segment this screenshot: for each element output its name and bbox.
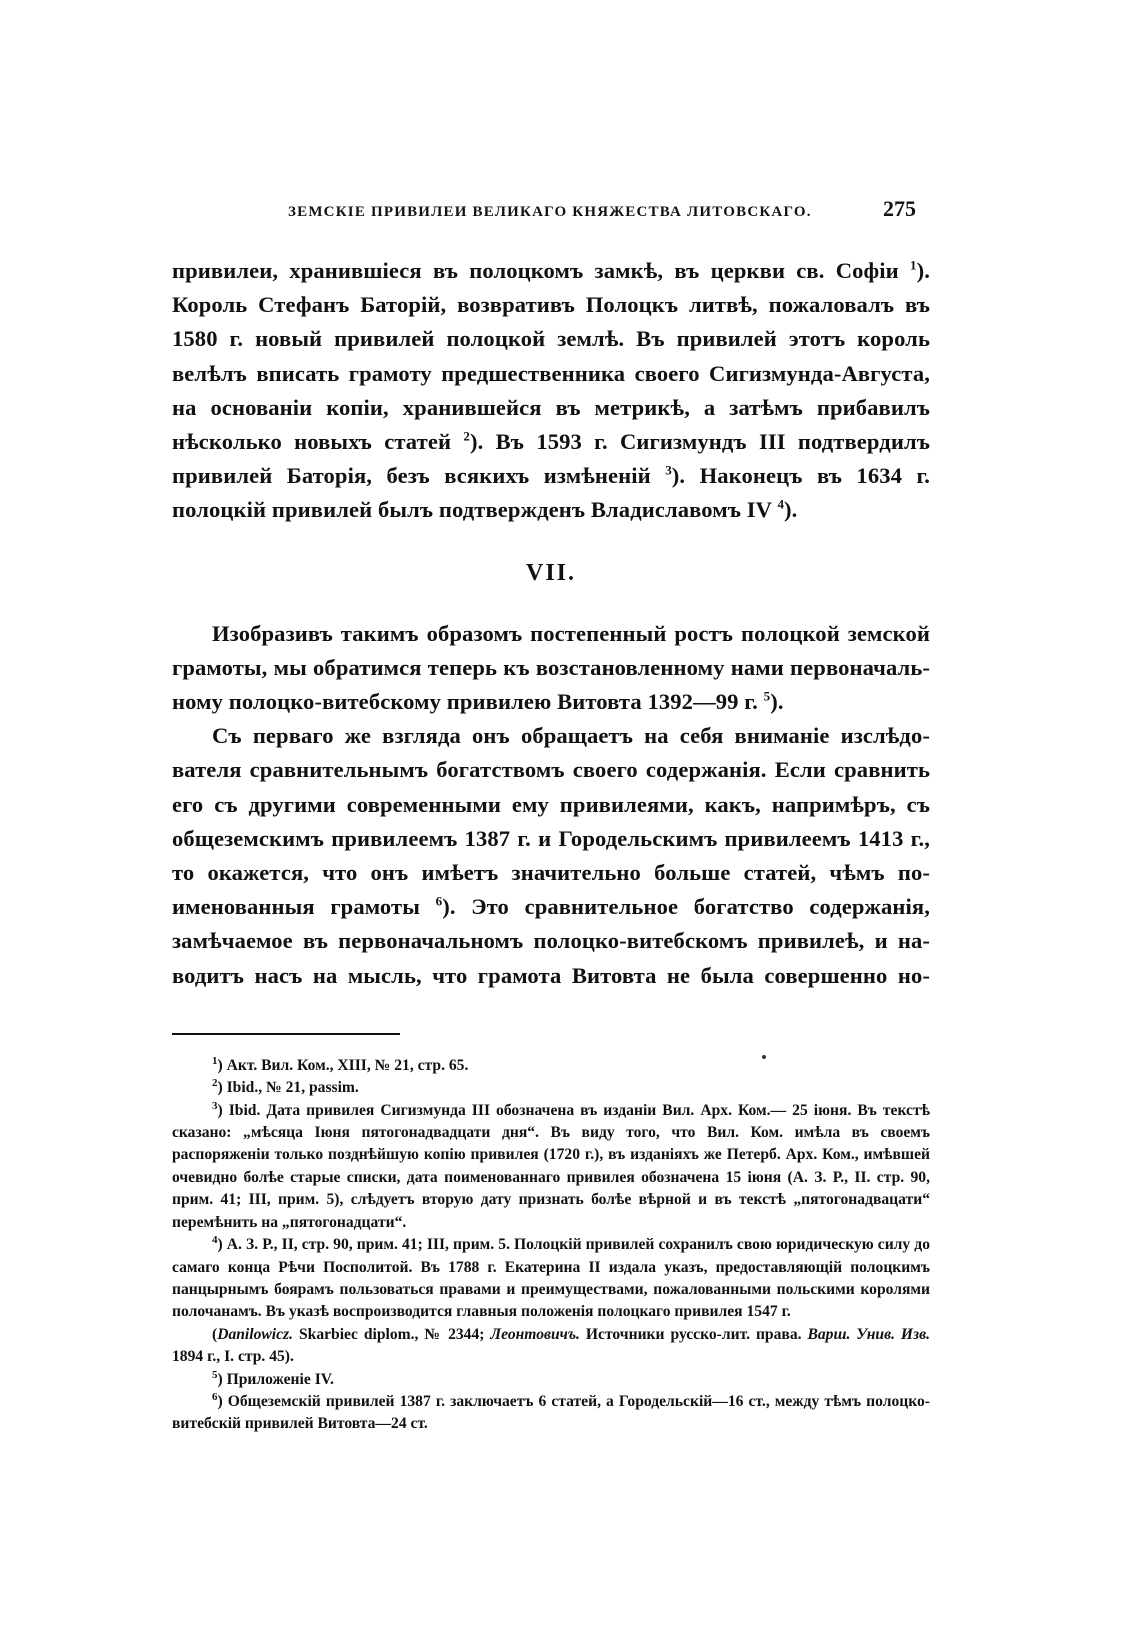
text-line: на основаніи копіи, хранившейся въ метрикѣ, а затѣмъ прибавилъ [172,394,930,420]
footnote-1: $^1$) Акт. Вил. Ком., XIII, № 21, стр. 65. [212,1054,469,1074]
print-speck [762,1055,766,1059]
text-line: замѣчаемое въ первоначальномъ полоцко-витебскомъ привилеѣ, и на- [172,928,930,954]
book-page [172,196,930,1436]
footnote-4-citation: (Danilowicz. Skarbiec diplom., № 2344; Леонтовичъ. Источники русско-лит. права. Варш. Унив. Изв. 1894 г., I. стр. 45). [172,1325,930,1366]
text-line: общеземскимъ привилеемъ 1387 г. и Городельскимъ привилеемъ 1413 г., [172,825,930,851]
footnote-4: $^4$) А. З. Р., II, стр. 90, прим. 41; III, прим. 5. Полоцкій привилей сохранилъ свою юридическую силу до самаго конца Рѣчи Посполитой. Въ 1788 г. Екатерина II издала указъ, предоставляющій полоцкимъ панцырнымъ боярамъ пользоваться правами и преимуществами, пожалованными польскими королями полочанамъ. Въ указѣ воспроизводится главныя положенія полоцкаго привилея 1547 г. [172,1233,930,1321]
text-line: Съ перваго же взгляда онъ обращаетъ на себя вниманіе изслѣдо- [212,723,930,749]
text-line: привилеи, хранившіеся въ полоцкомъ замкѣ, въ церкви св. Софіи $^1$). [172,257,930,283]
text-line: привилей Баторія, безъ всякихъ измѣненій $^3$). Наконецъ въ 1634 г. [172,462,931,489]
footnote-rule [172,1033,400,1035]
paragraph-3 [172,719,930,993]
text-line: ному полоцко-витебскому привилею Витовта 1392—99 г. $^5$). [172,688,784,715]
footnote-3: $^3$) Ibid. Дата привилея Сигизмунда III обозначена въ изданіи Вил. Арх. Ком.— 25 іюня. Въ текстѣ сказано: „мѣсяца Іюня пятогонадвадцати дня“. Въ виду того, что Вил. Ком. имѣла въ своемъ распоряженіи только позднѣйшую копію привилея (1720 г.), въ изданіяхъ же Петерб. Арх. Ком., имѣвшей очевидно болѣе старые списки, дата поименованнаго привилея обозначена 15 іюня (А. З. Р., II. стр. 90, прим. 41; III, прим. 5), слѣдуетъ вторую дату признать болѣе вѣрной и въ текстѣ „пятогонадвацати“ перемѣнить на „пятогонадцати“. [172,1099,930,1231]
text-line: Изобразивъ такимъ образомъ постепенный ростъ полоцкой земской [212,620,930,646]
footnote-6: $^6$) Общеземскій привилей 1387 г. заключаетъ 6 статей, а Городельскій—16 ст., между тѣмъ полоцко-витебскій привилей Витовта—24 ст. [172,1390,930,1433]
text-line: полоцкій привилей былъ подтвержденъ Владиславомъ IV $^4$). [172,496,798,523]
text-line: вателя сравнительнымъ богатствомъ своего содержанія. Если сравнить [172,757,930,783]
text-line: нѣсколько новыхъ статей $^2$). Въ 1593 г. Сигизмундъ III подтвердилъ [172,428,930,455]
paragraph-2 [172,617,930,720]
text-line: его съ другими современными ему привилеями, какъ, напримѣръ, съ [172,791,930,817]
paragraph-1 [172,254,930,528]
text-line: то окажется, что онъ имѣетъ значительно больше статей, чѣмъ по- [172,860,930,886]
text-line: водитъ насъ на мысль, что грамота Витовта не была совершенно но- [172,962,930,988]
running-head [172,196,930,230]
section-heading: VII. [525,559,576,586]
text-line: 1580 г. новый привилей полоцкой землѣ. Въ привилей этотъ король [172,326,930,352]
text-line: именованныя грамоты $^6$). Это сравнительное богатство содержанія, [172,893,931,920]
footnote-2: $^2$) Ibid., № 21, passim. [212,1077,359,1097]
page-number: 275 [883,196,916,221]
running-title: ЗЕМСКІЕ ПРИВИЛЕИ ВЕЛИКАГО КНЯЖЕСТВА ЛИТОВСКАГО. [288,204,812,220]
text-line: велѣлъ вписать грамоту предшественника своего Сигизмунда-Августа, [172,360,930,386]
text-line: Король Стефанъ Баторій, возвративъ Полоцкъ литвѣ, пожаловалъ въ [172,292,930,318]
footnote-5: $^5$) Приложеніе IV. [212,1368,334,1388]
text-line: грамоты, мы обратимся теперь къ возстановленному нами первоначаль- [172,654,930,680]
